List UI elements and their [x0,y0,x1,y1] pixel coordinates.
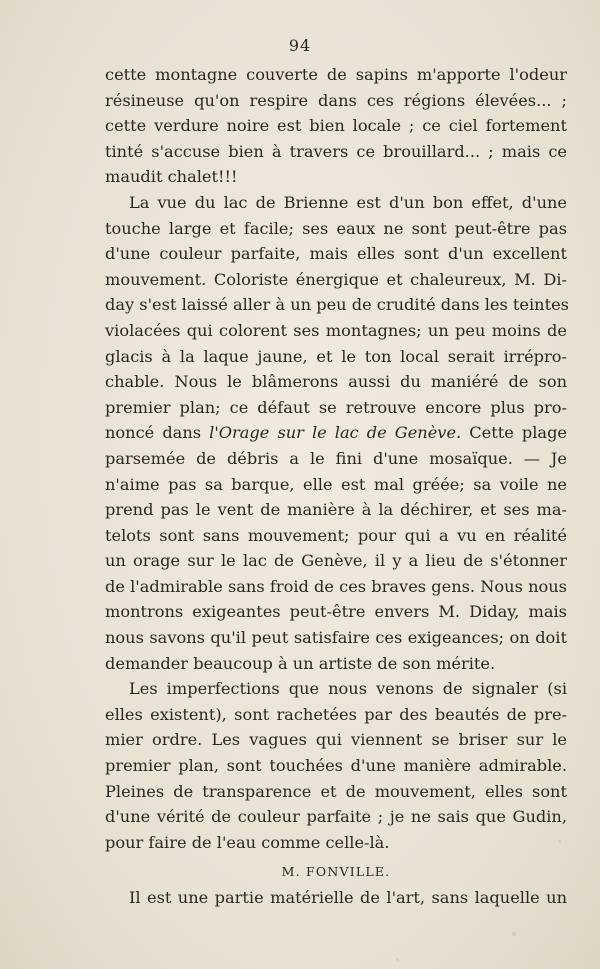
text-line: Il est une partie matérielle de l'art, sans laquelle un [129,888,567,908]
text-line: n'aime pas sa barque, elle est mal gréée; sa voile ne [105,474,567,494]
paragraph-4 [105,885,567,911]
text-line: tinté s'accuse bien à travers ce brouillard... ; mais ce [105,141,567,161]
paragraph-1 [105,62,567,190]
paper-spot [396,958,399,961]
text-line: nous savons qu'il peut satisfaire ces exigeances; on doit [105,628,567,648]
artwork-title: l'Orage sur le lac de Genève. [209,423,462,443]
text-fragment: Cette plage [461,423,568,443]
page-number: 94 [288,36,312,55]
text-line: mier ordre. Les vagues qui viennent se briser sur le [105,730,567,750]
text-fragment: noncé dans [105,423,210,443]
paragraph-2 [105,190,567,676]
text-line: de l'admirable sans froid de ces braves gens. Nous nous [105,576,567,596]
text-line: résineuse qu'on respire dans ces régions élevées... ; [105,90,567,110]
text-line: maudit chalet!!! [105,167,238,187]
text-line: demander beaucoup à un artiste de son mérite. [105,653,496,673]
text-line: d'une vérité de couleur parfaite ; je ne sais que Gudin, [105,807,567,827]
text-line: chable. Nous le blâmerons aussi du maniéré de son [105,372,567,392]
body-text [105,62,567,911]
text-line: elles existent), sont rachetées par des beautés de pre- [105,704,567,724]
text-line: glacis à la laque jaune, et le ton local serait irrépro- [105,346,567,366]
text-line [105,420,567,446]
paragraph-3 [105,676,567,855]
text-line: cette montagne couverte de sapins m'apporte l'odeur [105,65,567,84]
text-line: prend pas le vent de manière à la déchirer, et ses ma- [105,500,567,520]
text-line: Pleines de transparence et de mouvement, elles sont [105,781,567,801]
text-line: telots sont sans mouvement; pour qui a vu en réalité [105,525,567,545]
text-line: violacées qui colorent ses montagnes; un peu moins de [105,320,567,340]
section-heading: M. FONVILLE. [281,864,391,880]
text-line: Les imperfections que nous venons de signaler (si [129,679,567,699]
text-line: parsemée de débris a le fini d'une mosaïque. — Je [105,448,567,468]
text-line: montrons exigeantes peut-être envers M. Diday, mais [105,602,567,622]
text-line: d'une couleur parfaite, mais elles sont d'un excellent [105,244,567,264]
text-line: day s'est laissé aller à un peu de crudité dans les teintes [105,295,569,315]
text-line: pour faire de l'eau comme celle-là. [105,832,390,852]
text-line: La vue du lac de Brienne est d'un bon effet, d'une [129,192,567,212]
text-line: premier plan; ce défaut se retrouve encore plus pro- [105,397,567,417]
text-line: touche large et facile; ses eaux ne sont peut-être pas [105,218,567,238]
text-line: mouvement. Coloriste énergique et chaleureux, M. Di- [105,269,567,289]
text-line: un orage sur le lac de Genève, il y a lieu de s'étonner [105,551,567,571]
text-line: cette verdure noire est bien locale ; ce ciel fortement [105,116,567,136]
paper-spot [512,932,516,936]
text-line: premier plan, sont touchées d'une manière admirable. [105,756,567,776]
